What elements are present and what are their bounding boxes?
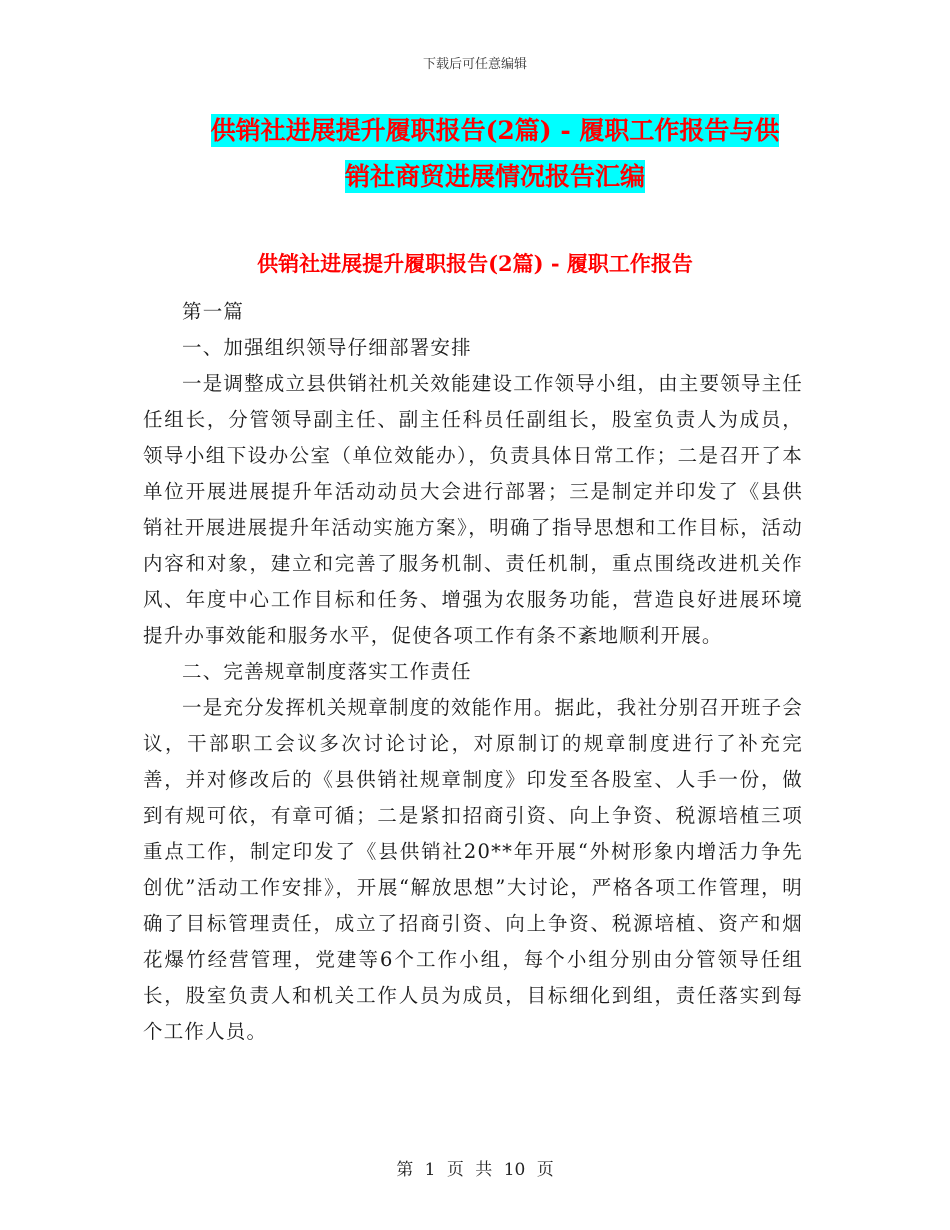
- paragraph: 一是充分发挥机关规章制度的效能作用。据此，我社分别召开班子会议，干部职工会议多次讨论讨论，对原制订的规章制度进行了补充完善，并对修改后的《县供销社规章制度》印发至各股室、人手一份，做到有规可依，有章可循；二是紧扣招商引资、向上争资、税源培植三项重点工作，制定印发了《县供销社20**年开展“外树形象内增活力争先创优”活动工作安排》，开展“解放思想”大讨论，严格各项工作管理，明确了目标管理责任，成立了招商引资、向上争资、税源培植、资产和烟花爆竹经营管理，党建等6个工作小组，每个小组分别由分管领导任组长，股室负责人和机关工作人员为成员，目标细化到组，责任落实到每个工作人员。: [143, 696, 804, 1043]
- paragraph: 一、加强组织领导仔细部署安排: [182, 336, 472, 359]
- header-note: 下载后可任意编辑: [422, 57, 527, 72]
- section-title: 供销社进展提升履职报告(2篇) - 履职工作报告: [257, 251, 693, 276]
- body-text: [143, 294, 803, 1050]
- paragraph: 一是调整成立县供销社机关效能建设工作领导小组，由主要领导主任任组长，分管领导副主任、副主任科员任副组长，股室负责人为成员，领导小组下设办公室（单位效能办），负责具体日常工作；二是召开了本单位开展进展提升年活动动员大会进行部署；三是制定并印发了《县供销社开展进展提升年活动实施方案》，明确了指导思想和工作目标，活动内容和对象，建立和完善了服务机制、责任机制，重点围绕改进机关作风、年度中心工作目标和任务、增强为农服务功能，营造良好进展环境提升办事效能和服务水平，促使各项工作有条不紊地顺利开展。: [143, 372, 804, 647]
- paragraph: 第一篇: [182, 300, 245, 323]
- paragraph: 二、完善规章制度落实工作责任: [182, 660, 472, 683]
- title-line-2: [150, 154, 840, 200]
- title-line-1-text: 供销社进展提升履职报告(2篇) - 履职工作报告与供: [210, 116, 780, 145]
- title-line-1: [150, 108, 840, 154]
- document-title: [150, 108, 840, 200]
- page-number: 第 1 页 共 10 页: [396, 1160, 554, 1180]
- title-line-2-text: 销社商贸进展情况报告汇编: [344, 162, 645, 191]
